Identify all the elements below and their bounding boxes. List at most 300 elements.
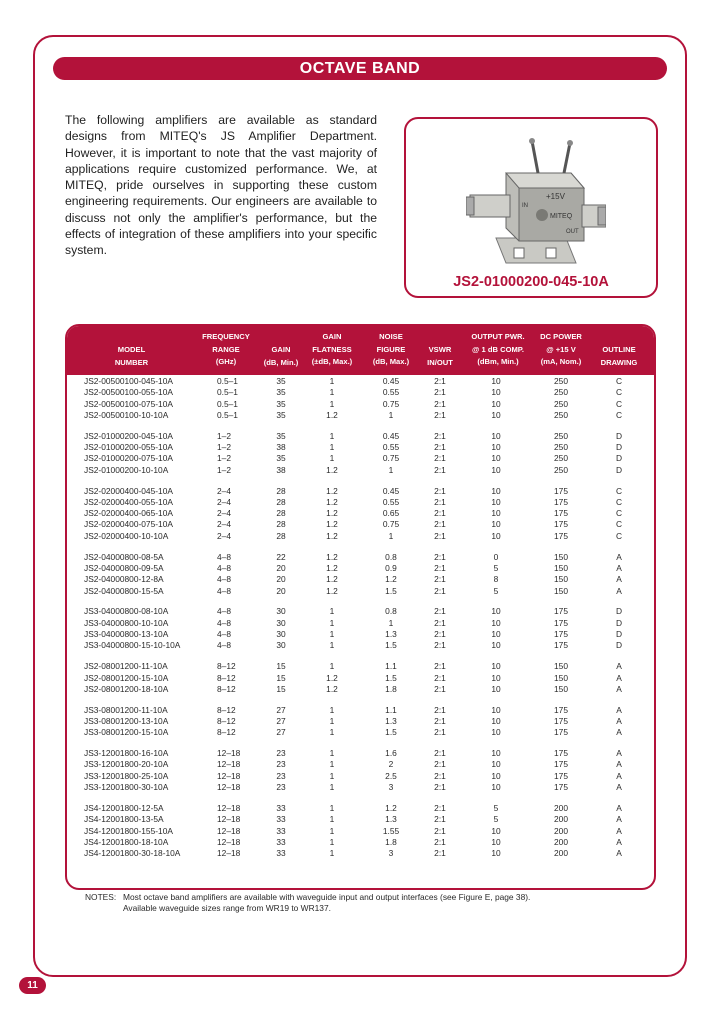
- cell-vswr: 2:1: [434, 629, 446, 640]
- cell-model: JS2-01000200-10-10A: [84, 464, 169, 475]
- cell-vswr: 2:1: [434, 606, 446, 617]
- cell-output-power: 10: [491, 661, 501, 672]
- cell-frequency: 12–18: [217, 748, 241, 759]
- cell-noise-figure: 0.8: [385, 551, 397, 562]
- cell-output-power: 10: [491, 672, 501, 683]
- cell-outline: C: [615, 398, 623, 409]
- cell-gain: 30: [276, 629, 286, 640]
- cell-gain: 30: [276, 606, 286, 617]
- cell-output-power: 10: [491, 748, 501, 759]
- cell-vswr: 2:1: [434, 496, 446, 507]
- cell-outline: A: [616, 585, 622, 596]
- cell-noise-figure: 2: [388, 759, 394, 770]
- cell-gain: 15: [276, 672, 286, 683]
- cell-flatness: 1.2: [326, 519, 338, 530]
- cell-vswr: 2:1: [434, 409, 446, 420]
- table-row: [67, 453, 654, 464]
- cell-outline: D: [615, 617, 623, 628]
- cell-vswr: 2:1: [434, 782, 446, 793]
- cell-gain: 27: [276, 704, 286, 715]
- cell-vswr: 2:1: [434, 551, 446, 562]
- cell-frequency: 8–12: [217, 683, 236, 694]
- cell-model: JS2-04000800-12-8A: [84, 574, 164, 585]
- cell-gain: 30: [276, 640, 286, 651]
- table-row: [67, 508, 654, 519]
- cell-model: JS3-12001800-30-10A: [84, 782, 169, 793]
- cell-outline: A: [616, 825, 622, 836]
- cell-dc-power: 150: [554, 661, 568, 672]
- cell-flatness: 1: [329, 748, 335, 759]
- cell-outline: D: [615, 629, 623, 640]
- cell-dc-power: 175: [554, 485, 568, 496]
- cell-flatness: 1: [329, 814, 335, 825]
- cell-dc-power: 175: [554, 759, 568, 770]
- cell-frequency: 0.5–1: [217, 376, 238, 386]
- cell-vswr: 2:1: [434, 672, 446, 683]
- cell-frequency: 0.5–1: [217, 409, 238, 420]
- cell-gain: 38: [276, 464, 286, 475]
- cell-noise-figure: 1: [388, 409, 394, 420]
- cell-frequency: 8–12: [217, 661, 236, 672]
- cell-vswr: 2:1: [434, 759, 446, 770]
- cell-vswr: 2:1: [434, 640, 446, 651]
- cell-noise-figure: 3: [388, 782, 394, 793]
- cell-dc-power: 175: [554, 530, 568, 541]
- cell-frequency: 2–4: [217, 519, 231, 530]
- table-row: [67, 727, 654, 738]
- table-row: [67, 465, 654, 476]
- cell-model: JS3-08001200-13-10A: [84, 715, 169, 726]
- cell-outline: A: [616, 715, 622, 726]
- cell-outline: C: [615, 508, 623, 519]
- cell-frequency: 12–18: [217, 814, 241, 825]
- cell-model: JS3-12001800-16-10A: [84, 748, 169, 759]
- cell-noise-figure: 1.5: [385, 672, 397, 683]
- notes-line-2: Available waveguide sizes range from WR19 to WR137.: [123, 903, 331, 913]
- cell-dc-power: 150: [554, 672, 568, 683]
- header-line: FLATNESS: [312, 344, 352, 354]
- table-row: [67, 486, 654, 497]
- cell-output-power: 10: [491, 496, 501, 507]
- cell-output-power: 10: [491, 398, 501, 409]
- cell-vswr: 2:1: [434, 464, 446, 475]
- table-row-group: [67, 606, 654, 651]
- cell-noise-figure: 1.8: [385, 683, 397, 694]
- cell-output-power: 0: [493, 551, 499, 562]
- cell-flatness: 1: [329, 442, 335, 453]
- cell-frequency: 12–18: [217, 836, 241, 847]
- cell-gain: 23: [276, 759, 286, 770]
- cell-gain: 35: [276, 398, 286, 409]
- header-line: @ 1 dB COMP.: [472, 344, 524, 354]
- product-photo-box: [404, 117, 658, 298]
- cell-vswr: 2:1: [434, 704, 446, 715]
- cell-noise-figure: 2.5: [385, 770, 397, 781]
- cell-flatness: 1.2: [326, 672, 338, 683]
- cell-model: JS2-02000400-045-10A: [84, 485, 173, 496]
- cell-vswr: 2:1: [434, 748, 446, 759]
- cell-model: JS4-12001800-18-10A: [84, 836, 169, 847]
- cell-vswr: 2:1: [434, 825, 446, 836]
- cell-output-power: 10: [491, 485, 501, 496]
- cell-noise-figure: 1.8: [385, 836, 397, 847]
- table-row-group: [67, 552, 654, 597]
- cell-model: JS2-04000800-09-5A: [84, 562, 164, 573]
- header-frequency: [193, 331, 259, 369]
- cell-vswr: 2:1: [434, 562, 446, 573]
- header-line: OUTLINE: [602, 345, 636, 354]
- table-row: [67, 748, 654, 759]
- cell-frequency: 4–8: [217, 574, 231, 585]
- cell-outline: A: [616, 759, 622, 770]
- cell-dc-power: 200: [554, 825, 568, 836]
- cell-frequency: 2–4: [217, 485, 231, 496]
- cell-output-power: 10: [491, 848, 501, 859]
- cell-output-power: 10: [491, 409, 501, 420]
- header-line: DC POWER: [540, 332, 582, 341]
- cell-dc-power: 250: [554, 387, 568, 398]
- cell-model: JS3-04000800-10-10A: [84, 617, 169, 628]
- table-row: [67, 574, 654, 585]
- cell-frequency: 12–18: [217, 782, 241, 793]
- cell-output-power: 10: [491, 464, 501, 475]
- header-line: FREQUENCY: [202, 332, 250, 341]
- cell-flatness: 1: [329, 759, 335, 770]
- cell-frequency: 2–4: [217, 530, 231, 541]
- header-noise-figure: [363, 331, 419, 369]
- cell-flatness: 1: [329, 848, 335, 859]
- table-row-group: [67, 661, 654, 695]
- cell-output-power: 10: [491, 770, 501, 781]
- cell-frequency: 0.5–1: [217, 398, 238, 409]
- cell-flatness: 1: [329, 704, 335, 715]
- cell-flatness: 1: [329, 640, 335, 651]
- cell-outline: A: [616, 782, 622, 793]
- table-row: [67, 497, 654, 508]
- cell-noise-figure: 0.45: [382, 430, 400, 441]
- cell-dc-power: 175: [554, 617, 568, 628]
- cell-output-power: 5: [493, 585, 499, 596]
- cell-dc-power: 175: [554, 704, 568, 715]
- cell-output-power: 10: [491, 759, 501, 770]
- cell-dc-power: 150: [554, 683, 568, 694]
- cell-vswr: 2:1: [434, 398, 446, 409]
- table-row: [67, 629, 654, 640]
- header-line: VSWR: [428, 345, 452, 354]
- cell-dc-power: 175: [554, 748, 568, 759]
- cell-vswr: 2:1: [434, 519, 446, 530]
- cell-dc-power: 175: [554, 782, 568, 793]
- cell-dc-power: 175: [554, 715, 568, 726]
- header-line: (dB, Min.): [263, 357, 299, 367]
- cell-gain: 28: [276, 485, 286, 496]
- table-row: [67, 399, 654, 410]
- table-row: [67, 618, 654, 629]
- header-line: (mA, Nom.): [540, 357, 582, 367]
- cell-flatness: 1: [329, 430, 335, 441]
- cell-model: JS2-00500100-075-10A: [84, 398, 173, 409]
- cell-flatness: 1: [329, 617, 335, 628]
- cell-gain: 35: [276, 453, 286, 464]
- cell-output-power: 10: [491, 442, 501, 453]
- cell-gain: 28: [276, 508, 286, 519]
- cell-outline: A: [616, 814, 622, 825]
- cell-outline: C: [615, 376, 623, 386]
- table-row: [67, 442, 654, 453]
- cell-outline: A: [616, 836, 622, 847]
- table-row: [67, 848, 654, 859]
- cell-frequency: 4–8: [217, 551, 231, 562]
- cell-output-power: 10: [491, 640, 501, 651]
- cell-noise-figure: 0.55: [382, 496, 400, 507]
- table-row: [67, 661, 654, 672]
- header-line: (GHz): [215, 357, 237, 367]
- cell-noise-figure: 1.55: [382, 825, 400, 836]
- cell-noise-figure: 0.75: [382, 453, 400, 464]
- cell-flatness: 1: [329, 661, 335, 672]
- cell-frequency: 12–18: [217, 802, 241, 813]
- cell-flatness: 1.2: [326, 485, 338, 496]
- cell-frequency: 8–12: [217, 715, 236, 726]
- cell-output-power: 10: [491, 836, 501, 847]
- cell-dc-power: 200: [554, 802, 568, 813]
- cell-gain: 23: [276, 770, 286, 781]
- header-line: NUMBER: [114, 357, 149, 367]
- cell-vswr: 2:1: [434, 376, 446, 386]
- header-gain: [256, 344, 306, 369]
- table-row: [67, 684, 654, 695]
- page-number: 11: [19, 977, 46, 994]
- table-row: [67, 705, 654, 716]
- cell-frequency: 1–2: [217, 430, 231, 441]
- cell-dc-power: 200: [554, 836, 568, 847]
- cell-output-power: 10: [491, 683, 501, 694]
- cell-dc-power: 175: [554, 727, 568, 738]
- cell-outline: C: [615, 519, 623, 530]
- notes-label: NOTES:: [85, 892, 117, 902]
- cell-flatness: 1.2: [326, 683, 338, 694]
- cell-noise-figure: 1.1: [385, 661, 397, 672]
- cell-flatness: 1.2: [326, 551, 338, 562]
- cell-dc-power: 150: [554, 585, 568, 596]
- cell-noise-figure: 1: [388, 617, 394, 628]
- cell-output-power: 10: [491, 825, 501, 836]
- cell-vswr: 2:1: [434, 617, 446, 628]
- photo-in-label: IN: [522, 203, 528, 209]
- cell-flatness: 1: [329, 606, 335, 617]
- cell-gain: 15: [276, 683, 286, 694]
- cell-dc-power: 175: [554, 629, 568, 640]
- header-line: @ +15 V: [546, 344, 576, 354]
- cell-outline: C: [615, 387, 623, 398]
- table-row: [67, 826, 654, 837]
- header-dc-power: [530, 331, 592, 369]
- table-row: [67, 782, 654, 793]
- cell-noise-figure: 0.55: [382, 387, 400, 398]
- cell-gain: 33: [276, 814, 286, 825]
- header-line: GAIN: [322, 332, 342, 341]
- amplifier-photo: [466, 133, 606, 278]
- cell-outline: D: [615, 430, 623, 441]
- cell-vswr: 2:1: [434, 530, 446, 541]
- header-gain-flatness: [307, 331, 357, 369]
- table-row-group: [67, 376, 654, 421]
- cell-model: JS3-12001800-25-10A: [84, 770, 169, 781]
- cell-frequency: 8–12: [217, 704, 236, 715]
- cell-output-power: 10: [491, 508, 501, 519]
- header-output-power: [465, 331, 531, 369]
- cell-frequency: 4–8: [217, 562, 231, 573]
- header-line: RANGE: [212, 344, 240, 354]
- cell-output-power: 8: [493, 574, 499, 585]
- cell-dc-power: 150: [554, 574, 568, 585]
- cell-noise-figure: 0.45: [382, 376, 400, 386]
- cell-gain: 22: [276, 551, 286, 562]
- cell-model: JS2-00500100-055-10A: [84, 387, 173, 398]
- cell-gain: 35: [276, 409, 286, 420]
- cell-vswr: 2:1: [434, 715, 446, 726]
- cell-noise-figure: 1.6: [385, 748, 397, 759]
- cell-outline: A: [616, 672, 622, 683]
- header-line: (dBm, Min.): [477, 357, 519, 367]
- header-line: GAIN: [271, 345, 291, 354]
- cell-dc-power: 250: [554, 442, 568, 453]
- cell-gain: 20: [276, 562, 286, 573]
- table-row: [67, 563, 654, 574]
- cell-vswr: 2:1: [434, 661, 446, 672]
- table-header: [67, 326, 654, 375]
- cell-model: JS2-00500100-045-10A: [84, 376, 173, 386]
- header-line: FIGURE: [376, 344, 406, 354]
- cell-flatness: 1: [329, 770, 335, 781]
- cell-gain: 28: [276, 530, 286, 541]
- cell-outline: C: [615, 485, 623, 496]
- cell-output-power: 10: [491, 782, 501, 793]
- cell-model: JS2-01000200-055-10A: [84, 442, 173, 453]
- cell-outline: A: [616, 574, 622, 585]
- cell-outline: A: [616, 748, 622, 759]
- cell-outline: A: [616, 727, 622, 738]
- cell-model: JS2-02000400-10-10A: [84, 530, 169, 541]
- cell-outline: A: [616, 848, 622, 859]
- cell-vswr: 2:1: [434, 453, 446, 464]
- cell-noise-figure: 1.5: [385, 585, 397, 596]
- notes-line-1: Most octave band amplifiers are available with waveguide input and output interfaces (see Figure E, page 38).: [123, 892, 531, 902]
- cell-frequency: 12–18: [217, 848, 241, 859]
- cell-model: JS2-02000400-065-10A: [84, 508, 173, 519]
- table-body: [67, 376, 654, 869]
- cell-outline: D: [615, 442, 623, 453]
- cell-gain: 15: [276, 661, 286, 672]
- cell-model: JS4-12001800-12-5A: [84, 802, 164, 813]
- cell-model: JS4-12001800-13-5A: [84, 814, 164, 825]
- cell-outline: D: [615, 464, 623, 475]
- cell-output-power: 5: [493, 562, 499, 573]
- cell-noise-figure: 0.9: [385, 562, 397, 573]
- table-row: [67, 803, 654, 814]
- cell-dc-power: 250: [554, 398, 568, 409]
- cell-model: JS2-02000400-055-10A: [84, 496, 173, 507]
- table-row: [67, 552, 654, 563]
- cell-noise-figure: 1.3: [385, 715, 397, 726]
- cell-frequency: 2–4: [217, 496, 231, 507]
- cell-gain: 35: [276, 430, 286, 441]
- cell-gain: 20: [276, 574, 286, 585]
- cell-vswr: 2:1: [434, 814, 446, 825]
- table-row: [67, 376, 654, 387]
- cell-model: JS3-08001200-11-10A: [84, 704, 168, 715]
- cell-noise-figure: 1.5: [385, 727, 397, 738]
- cell-outline: A: [616, 661, 622, 672]
- header-model: [84, 344, 179, 369]
- cell-noise-figure: 0.45: [382, 485, 400, 496]
- cell-frequency: 4–8: [217, 629, 231, 640]
- cell-model: JS2-00500100-10-10A: [84, 409, 169, 420]
- cell-gain: 23: [276, 748, 286, 759]
- cell-dc-power: 175: [554, 770, 568, 781]
- cell-noise-figure: 0.8: [385, 606, 397, 617]
- cell-noise-figure: 1.2: [385, 574, 397, 585]
- cell-noise-figure: 1.3: [385, 629, 397, 640]
- cell-gain: 27: [276, 715, 286, 726]
- cell-output-power: 10: [491, 530, 501, 541]
- cell-outline: A: [616, 562, 622, 573]
- cell-outline: D: [615, 640, 623, 651]
- cell-flatness: 1.2: [326, 585, 338, 596]
- cell-flatness: 1: [329, 715, 335, 726]
- cell-outline: A: [616, 551, 622, 562]
- table-row: [67, 759, 654, 770]
- cell-vswr: 2:1: [434, 430, 446, 441]
- cell-model: JS3-04000800-13-10A: [84, 629, 169, 640]
- amplifier-table: [65, 324, 656, 890]
- cell-dc-power: 250: [554, 409, 568, 420]
- cell-gain: 33: [276, 802, 286, 813]
- header-line: (dB, Max.): [372, 357, 410, 367]
- cell-noise-figure: 0.75: [382, 398, 400, 409]
- cell-dc-power: 175: [554, 519, 568, 530]
- cell-frequency: 1–2: [217, 464, 231, 475]
- cell-dc-power: 200: [554, 814, 568, 825]
- cell-flatness: 1: [329, 453, 335, 464]
- cell-model: JS2-02000400-075-10A: [84, 519, 173, 530]
- cell-gain: 30: [276, 617, 286, 628]
- cell-frequency: 4–8: [217, 585, 231, 596]
- cell-output-power: 10: [491, 453, 501, 464]
- cell-model: JS3-04000800-08-10A: [84, 606, 169, 617]
- cell-frequency: 8–12: [217, 672, 236, 683]
- page-title: OCTAVE BAND: [53, 57, 667, 80]
- table-row: [67, 837, 654, 848]
- cell-output-power: 10: [491, 606, 501, 617]
- cell-vswr: 2:1: [434, 387, 446, 398]
- table-row: [67, 771, 654, 782]
- cell-flatness: 1: [329, 376, 335, 386]
- cell-vswr: 2:1: [434, 770, 446, 781]
- cell-noise-figure: 1.5: [385, 640, 397, 651]
- table-row-group: [67, 431, 654, 476]
- cell-frequency: 4–8: [217, 617, 231, 628]
- cell-dc-power: 175: [554, 606, 568, 617]
- cell-vswr: 2:1: [434, 727, 446, 738]
- cell-noise-figure: 0.75: [382, 519, 400, 530]
- cell-model: JS4-12001800-30-18-10A: [84, 848, 181, 859]
- cell-vswr: 2:1: [434, 485, 446, 496]
- header-line: NOISE: [379, 332, 403, 341]
- cell-gain: 28: [276, 496, 286, 507]
- cell-flatness: 1: [329, 398, 335, 409]
- cell-dc-power: 175: [554, 508, 568, 519]
